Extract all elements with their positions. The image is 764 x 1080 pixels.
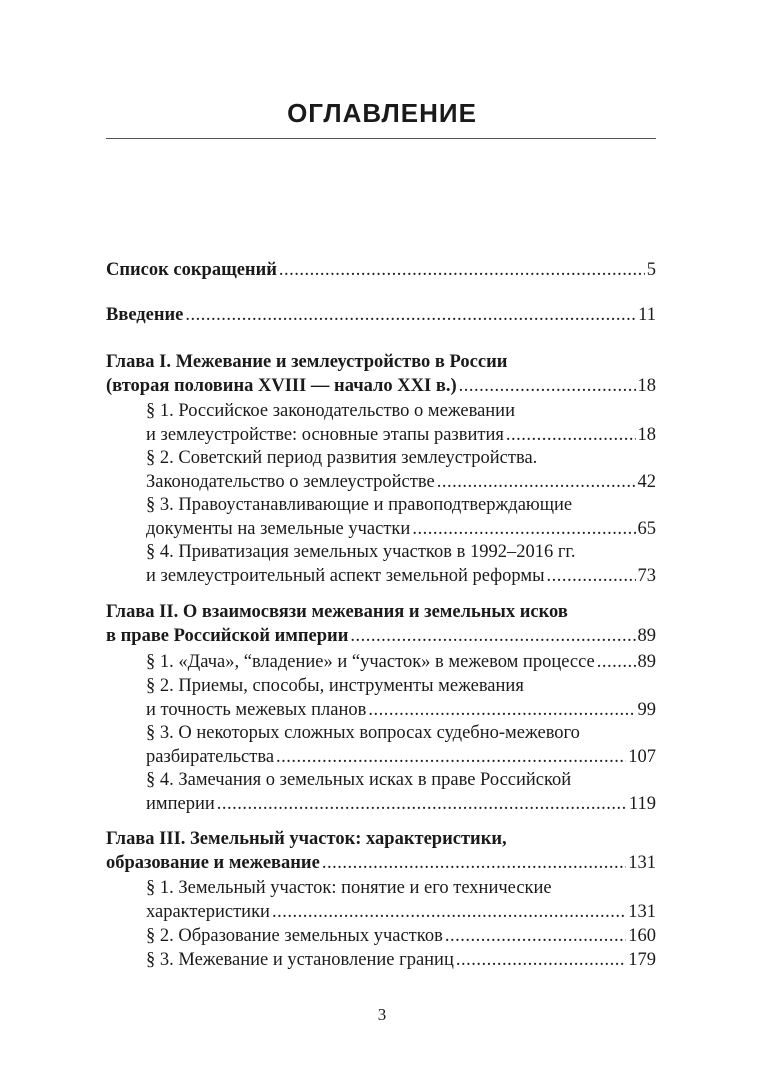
toc-page-number: 18 [637,376,656,396]
dot-leader [412,517,635,541]
dot-leader [437,470,636,494]
toc-entry-title-line: и землеустроительный аспект земельной реформы [146,566,545,586]
toc-page-number: 18 [637,425,656,445]
toc-entry-title-line: § 1. Земельный участок: понятие и его технические [146,878,552,898]
toc-page-number: 107 [628,747,656,767]
toc-entry-title-line: в праве Российской империи [106,626,349,646]
dot-leader [445,924,626,948]
toc-entry-title-line: § 3. Межевание и установление границ [146,950,454,970]
toc-entry-title-line: § 2. Образование земельных участков [146,926,443,946]
toc-entry-title-line: (вторая половина XVIII — начало XXI в.) [106,376,457,396]
toc-page-number: 73 [637,566,656,586]
toc-entry-title-line: § 4. Приватизация земельных участков в 1992–2016 гг. [146,542,576,562]
toc-page-number: 89 [637,652,656,672]
toc-chapter-entry[interactable] [106,303,656,327]
toc-entry-title-line: § 1. «Дача», “владение» и “участок» в межевом процессе [146,652,595,672]
toc-entry-title-line: образование и межевание [106,853,320,873]
dot-leader [322,851,626,875]
toc-entry-title-line: § 2. Советский период развития землеустройства. [146,448,538,468]
toc-section-entry[interactable] [106,674,656,722]
toc-entry-title-line: документы на земельные участки [146,519,411,539]
toc-entry-title-line: Глава II. О взаимосвязи межевания и земельных исков [106,602,568,622]
dot-leader [217,792,627,816]
toc-chapter-entry[interactable] [106,827,656,875]
dot-leader [506,423,636,447]
toc-entry-title-line: § 3. О некоторых сложных вопросах судебно-межевого [146,723,580,743]
toc-section-entry[interactable] [106,924,656,948]
toc-entry-title-line: и точность межевых планов [146,700,367,720]
toc-section-entry[interactable] [106,446,656,494]
toc-section-entry[interactable] [106,650,656,674]
toc-page-number: 119 [628,794,656,814]
toc-page-number: 89 [637,626,656,646]
toc-page-number: 160 [628,926,656,946]
toc-entry-title-line: Введение [106,305,184,325]
toc-entry-title-line: Законодательство о землеустройстве [146,472,435,492]
toc-entry-title-line: разбирательства [146,747,275,767]
toc-section-entry[interactable] [106,399,656,447]
dot-leader [597,650,636,674]
dot-leader [459,374,636,398]
toc-chapter-entry[interactable] [106,600,656,648]
toc-page-number: 179 [628,950,656,970]
toc-page-number: 131 [628,902,656,922]
dot-leader [456,948,626,972]
page-number: 3 [377,1005,387,1024]
toc-section-entry[interactable] [106,768,656,816]
toc-entry-title-line: Глава III. Земельный участок: характеристики, [106,829,507,849]
page-title: ОГЛАВЛЕНИЕ [287,98,477,128]
toc-section-entry[interactable] [106,721,656,769]
toc-section-entry[interactable] [106,493,656,541]
toc-entry-title-line: Глава I. Межевание и землеустройство в России [106,352,508,372]
toc-entry-title-line: империи [146,794,215,814]
toc-entry-title-line: и землеустройстве: основные этапы развития [146,425,504,445]
toc-chapter-entry[interactable] [106,258,656,282]
toc-entry-title-line: § 1. Российское законодательство о межевании [146,401,515,421]
toc-section-entry[interactable] [106,540,656,588]
dot-leader [185,303,636,327]
toc-page-number: 42 [637,472,656,492]
dot-leader [276,745,626,769]
dot-leader [350,624,635,648]
toc-entry-title-line: Список сокращений [106,260,277,280]
toc-page-number: 99 [637,700,656,720]
toc-page-number: 11 [638,305,656,325]
dot-leader [368,698,635,722]
dot-leader [279,258,645,282]
toc-section-entry[interactable] [106,876,656,924]
toc-page-number: 65 [637,519,656,539]
title-divider [106,138,656,139]
toc-entry-title-line: § 3. Правоустанавливающие и правоподтверждающие [146,495,573,515]
toc-section-entry[interactable] [106,948,656,972]
toc-entry-title-line: характеристики [146,902,270,922]
toc-entry-title-line: § 4. Замечания о земельных исках в праве Российской [146,770,572,790]
toc-page-number: 131 [628,853,656,873]
dot-leader [272,900,626,924]
toc-chapter-entry[interactable] [106,350,656,398]
dot-leader [547,564,636,588]
toc-entry-title-line: § 2. Приемы, способы, инструменты межевания [146,676,524,696]
toc-page-number: 5 [646,260,656,280]
